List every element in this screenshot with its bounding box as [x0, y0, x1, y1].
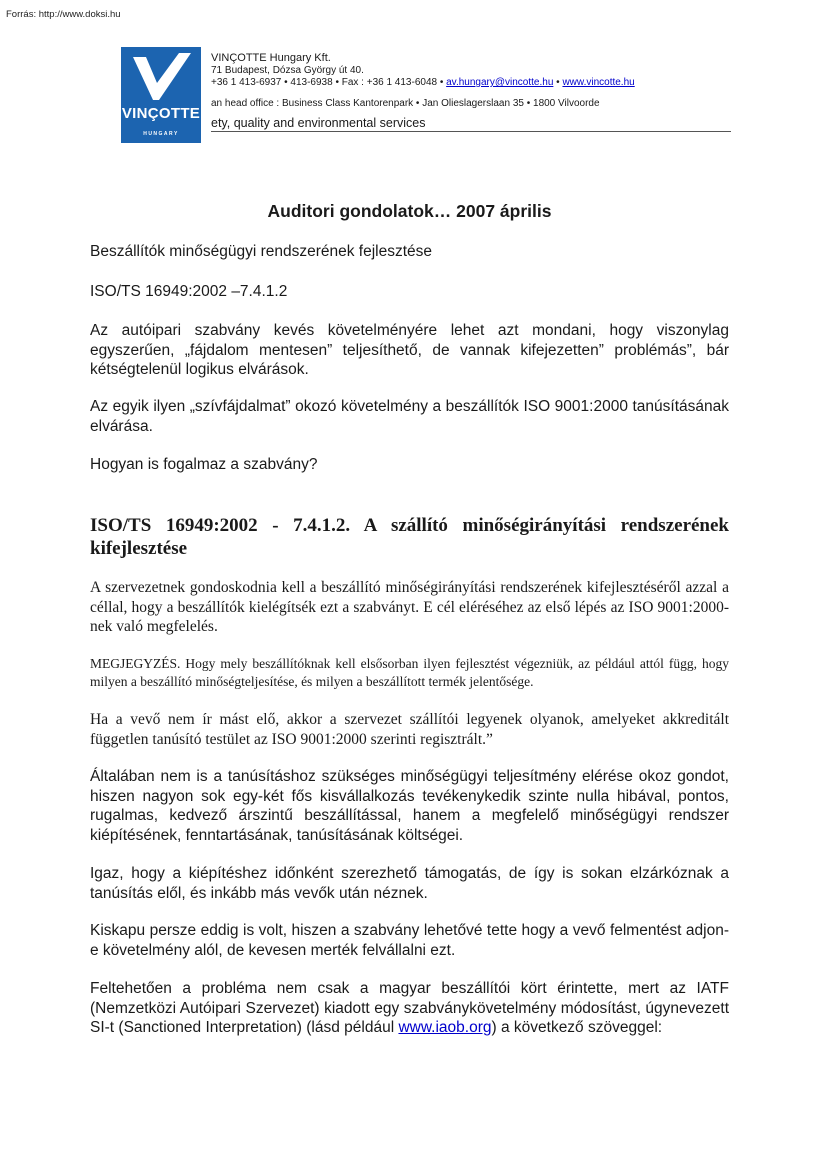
logo-name: VINÇOTTE [121, 105, 201, 122]
section-heading-line-2: kifejlesztése [90, 537, 188, 559]
section-heading [90, 515, 729, 560]
head-office-line: an head office : Business Class Kantorenpark • Jan Olieslagerslaan 35 • 1800 Vilvoorde [211, 98, 600, 109]
contact-phones: +36 1 413-6937 • 413-6938 • Fax : +36 1 413-6048 • [211, 77, 447, 88]
company-address: 71 Budapest, Dózsa György út 40. [211, 65, 364, 76]
standard-quote-2: Ha a vevő nem ír mást elő, akkor a szervezet szállítói legyenek olyanok, amelyeket akkreditált független tanúsító testület az ISO 9001:2000 szerinti regisztrált.” [90, 711, 729, 748]
company-contact [211, 77, 635, 88]
document-title: Auditori gondolatok… 2007 április [267, 201, 552, 221]
paragraph-4: Igaz, hogy a kiépítéshez időnként szerezhető támogatás, de így is sokan elzárkóznak a tanúsítás elől, és inkább más vevők után néznek. [90, 865, 729, 902]
paragraph-6-text-after: ) a következő szöveggel: [491, 1019, 663, 1036]
standard-note: MEGJEGYZÉS. Hogy mely beszállítóknak kell elsősorban ilyen fejlesztést végezniük, az például attól függ, hogy milyen a beszállító minőségteljesítése, és milyen a beszállított termék jelentősége. [90, 656, 729, 689]
header-divider [211, 131, 731, 132]
contact-separator: • [553, 77, 563, 88]
logo-country: HUNGARY [143, 131, 179, 137]
standard-quote-1: A szervezetnek gondoskodnia kell a beszállító minőségirányítási rendszerének kifejlesztéséről azzal a céllal, hogy a beszállítók kielégítsék ezt a szabványt. E cél eléréséhez az első lépés az ISO 9001:2000-nek való megfelelés. [90, 579, 729, 635]
paragraph-2: Az egyik ilyen „szívfájdalmat” okozó követelmény a beszállítók ISO 9001:2000 tanúsításának elvárása. [90, 398, 729, 435]
paragraph-1: Az autóipari szabvány kevés követelményére lehet azt mondani, hogy viszonylag egyszerűen, „fájdalom mentesen” teljesíthető, de vannak kifejezetten” problémás”, bár kétségtelenül logikus elvárások. [90, 322, 729, 378]
company-tagline: ety, quality and environmental services [211, 116, 426, 130]
paragraph-6-text-before: Feltehetően a probléma nem csak a magyar beszállítói kört érintette, mert az IATF (Nemzetközi Autóipari Szervezet) kiadott egy szabványkövetelmény módosítást, úgynevezett SI-t (Sanctioned Interpretation) (lásd például [90, 980, 729, 1036]
paragraph-5: Kiskapu persze eddig is volt, hiszen a szabvány lehetővé tette hogy a vevő felmentést adjon-e követelmény alól, de kevesen merték felvállalni ezt. [90, 922, 729, 959]
company-name: VINÇOTTE Hungary Kft. [211, 52, 331, 64]
paragraph-3: Általában nem is a tanúsításhoz szükséges minőségügyi teljesítmény elérése okoz gondot, hiszen nagyon sok egy-két fős kisvállalkozás tevékenykedik szinte nulla hibával, pontos, rugalmas, kedvező árszintű beszállítással, hanem a megfelelő minőségügyi rendszer kiépítésének, fenntartásának, tanúsításának költségei. [90, 768, 729, 844]
website-link[interactable]: www.vincotte.hu [562, 77, 635, 88]
vincotte-logo [121, 47, 201, 143]
question-line: Hogyan is fogalmaz a szabvány? [90, 456, 318, 473]
standard-reference: ISO/TS 16949:2002 –7.4.1.2 [90, 283, 288, 300]
paragraph-6 [90, 979, 729, 1038]
source-note: Forrás: http://www.doksi.hu [6, 9, 121, 20]
checkmark-logo-icon [121, 47, 201, 107]
document-subtitle: Beszállítók minőségügyi rendszerének fejlesztése [90, 243, 433, 260]
iaob-link[interactable]: www.iaob.org [398, 1019, 492, 1036]
email-link[interactable]: av.hungary@vincotte.hu [446, 77, 554, 88]
section-heading-line-1: ISO/TS 16949:2002 - 7.4.1.2. A szállító minőségirányítási rendszerének [90, 515, 729, 536]
